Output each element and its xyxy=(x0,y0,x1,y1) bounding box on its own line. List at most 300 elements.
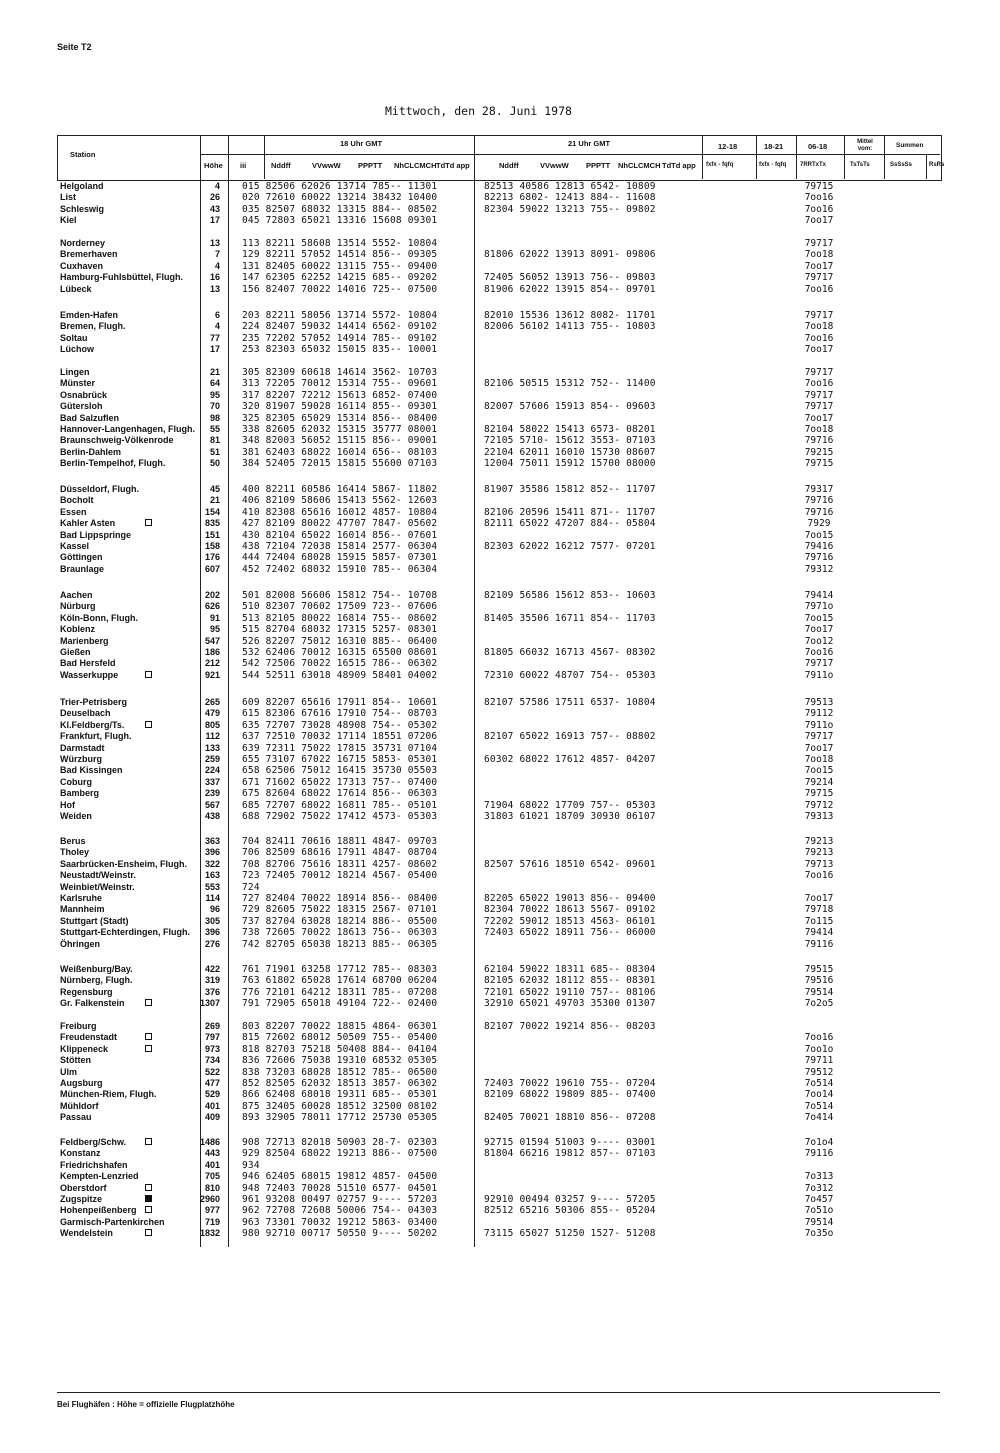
obs-18-utc: 961 93208 00497 02757 9---- 57203 xyxy=(242,1194,438,1205)
mean-value: 79716 xyxy=(804,552,834,564)
station-height: 133 xyxy=(204,742,220,753)
station-height: 522 xyxy=(204,1066,220,1077)
station-height: 95 xyxy=(209,389,220,400)
station-height: 396 xyxy=(204,847,220,858)
mean-value: 7911o xyxy=(804,669,834,681)
header-summen-sub: SsSsSs xyxy=(890,162,913,168)
station-row xyxy=(0,613,1000,624)
station-row xyxy=(0,390,1000,401)
mean-value: 79213 xyxy=(804,836,834,847)
station-name: Nürnberg, Flugh. xyxy=(60,975,133,986)
obs-21-utc: 22104 62011 16010 15730 08607 xyxy=(484,446,656,458)
station-name: Coburg xyxy=(60,776,92,787)
mean-value: 7oo17 xyxy=(804,624,834,636)
obs-21-utc: 73115 65027 51250 1527- 51208 xyxy=(484,1228,656,1240)
station-name: Weinbiet/Weinstr. xyxy=(60,881,135,892)
obs-18-utc: 338 82605 62032 15315 35777 08001 xyxy=(242,424,438,435)
station-height: 322 xyxy=(204,858,220,869)
station-row xyxy=(0,261,1000,272)
station-name: Würzburg xyxy=(60,754,102,764)
station-height: 114 xyxy=(205,893,220,903)
station-height: 705 xyxy=(204,1171,220,1182)
obs-18-utc: 532 62406 70012 16315 65500 08601 xyxy=(242,647,438,658)
station-name: Freudenstadt xyxy=(60,1032,118,1043)
open-square-icon xyxy=(145,671,152,678)
mean-value: 7oo18 xyxy=(804,321,834,333)
open-square-icon xyxy=(145,999,152,1006)
obs-18-utc: 875 32405 60028 18512 32500 08102 xyxy=(242,1100,438,1112)
obs-21-utc: 81405 35506 16711 854-- 11703 xyxy=(484,612,656,624)
station-height: 13 xyxy=(209,238,220,248)
station-row xyxy=(0,204,1000,215)
station-height: 977 xyxy=(204,1205,220,1216)
station-name: List xyxy=(60,192,77,203)
station-height: 477 xyxy=(204,1078,220,1088)
mean-value: 7oo16 xyxy=(804,332,834,344)
station-name: Helgoland xyxy=(60,181,104,191)
station-row xyxy=(0,1148,1000,1159)
station-name: Weißenburg/Bay. xyxy=(60,964,133,974)
obs-18-utc: 020 72610 60022 13214 38432 10400 xyxy=(242,192,438,204)
station-height: 363 xyxy=(204,836,220,846)
obs-18-utc: 658 62506 75012 16415 35730 05503 xyxy=(242,765,438,777)
obs-18-utc: 763 61802 65028 17614 68700 06204 xyxy=(242,975,438,987)
station-height: 26 xyxy=(209,192,220,203)
obs-18-utc: 637 72510 70032 17114 18551 07206 xyxy=(242,731,438,743)
header-21-group: 21 Uhr GMT xyxy=(568,139,611,148)
station-height: 921 xyxy=(204,669,220,680)
station-row xyxy=(0,658,1000,669)
station-height: 186 xyxy=(204,647,220,657)
station-name: Tholey xyxy=(60,847,90,858)
obs-18-utc: 348 82003 56052 15115 856-- 09001 xyxy=(242,435,438,447)
station-height: 337 xyxy=(204,776,220,787)
station-height: 376 xyxy=(204,986,220,997)
mean-value: 79213 xyxy=(804,847,834,859)
obs-18-utc: 438 72104 72038 15814 2577- 06304 xyxy=(242,541,438,552)
station-row xyxy=(0,378,1000,389)
station-height: 239 xyxy=(204,788,220,799)
station-row xyxy=(0,731,1000,742)
obs-18-utc: 410 82308 65616 16012 4857- 10804 xyxy=(242,506,438,518)
obs-21-utc: 82304 70022 18613 5567- 09102 xyxy=(484,904,656,916)
station-row xyxy=(0,882,1000,893)
obs-18-utc: 815 72602 68012 50509 755-- 05400 xyxy=(242,1032,438,1044)
station-name: Göttingen xyxy=(60,552,103,563)
obs-21-utc: 81804 66216 19812 857-- 07103 xyxy=(484,1148,656,1160)
station-row xyxy=(0,1137,1000,1148)
station-row xyxy=(0,344,1000,355)
station-height: 529 xyxy=(204,1089,220,1100)
obs-18-utc: 131 82405 60022 13115 755-- 09400 xyxy=(242,260,438,272)
mean-value: 79717 xyxy=(804,272,834,284)
obs-18-utc: 963 73301 70032 19212 5863- 03400 xyxy=(242,1216,438,1228)
station-name: Bamberg xyxy=(60,788,100,799)
obs-18-utc: 708 82706 75616 18311 4257- 08602 xyxy=(242,858,438,870)
mean-value: 7oo16 xyxy=(804,1032,834,1044)
mean-value: 79715 xyxy=(804,788,834,800)
station-height: 276 xyxy=(204,938,220,949)
header-range: 06-18 xyxy=(808,142,828,151)
station-name: Schleswig xyxy=(60,203,105,214)
obs-18-utc: 147 62305 62252 14215 685-- 09202 xyxy=(242,272,438,284)
obs-21-utc: 82303 62022 16212 7577- 07201 xyxy=(484,541,656,552)
obs-21-utc: 82512 65216 50306 855-- 05204 xyxy=(484,1205,656,1217)
obs-21-utc: 82213 6802- 12413 884-- 11608 xyxy=(484,192,656,204)
mean-value: 7o312 xyxy=(804,1182,834,1194)
station-row xyxy=(0,811,1000,822)
station-name: Passau xyxy=(60,1112,92,1123)
station-row xyxy=(0,310,1000,321)
station-row xyxy=(0,916,1000,927)
obs-18-utc: 723 72405 70012 18214 4567- 05400 xyxy=(242,870,438,882)
station-name: Weiden xyxy=(60,811,92,821)
station-name: Berlin-Tempelhof, Flugh. xyxy=(60,458,166,469)
station-row xyxy=(0,447,1000,458)
station-row xyxy=(0,624,1000,635)
obs-18-utc: 526 82207 75012 16310 885-- 06400 xyxy=(242,635,438,647)
mean-value: 7o115 xyxy=(804,915,834,927)
header-18-group: 18 Uhr GMT xyxy=(340,139,383,148)
mean-value: 79317 xyxy=(804,484,834,495)
mean-value: 79214 xyxy=(804,776,834,788)
obs-18-utc: 639 72311 75022 17815 35731 07104 xyxy=(242,742,438,754)
station-name: Mannheim xyxy=(60,904,105,915)
station-name: Oberstdorf xyxy=(60,1182,107,1193)
page-label: Seite T2 xyxy=(57,42,92,52)
station-height: 835 xyxy=(204,518,220,529)
obs-18-utc: 320 81907 59028 16114 855-- 09301 xyxy=(242,401,438,413)
header-18-col: TdTd app xyxy=(436,161,470,170)
open-square-icon xyxy=(145,721,152,728)
station-name: Berlin-Dahlem xyxy=(60,446,122,457)
station-height: 719 xyxy=(204,1216,220,1227)
station-row xyxy=(0,1171,1000,1182)
mean-value: 7o51o xyxy=(804,1205,834,1217)
obs-21-utc: 12004 75011 15912 15700 08000 xyxy=(484,458,656,470)
station-row xyxy=(0,435,1000,446)
obs-21-utc: 72202 59012 18513 4563- 06101 xyxy=(484,915,656,927)
station-name: Wasserkuppe xyxy=(60,669,119,680)
obs-21-utc: 82105 62032 18112 855-- 08301 xyxy=(484,975,656,987)
obs-18-utc: 305 82309 60618 14614 3562- 10703 xyxy=(242,367,438,378)
header-range: 18-21 xyxy=(764,142,784,151)
mean-value: 79116 xyxy=(804,1148,834,1160)
obs-21-utc: 72310 60022 48707 754-- 05303 xyxy=(484,669,656,681)
obs-18-utc: 015 82506 62026 13714 785-- 11301 xyxy=(242,181,438,192)
obs-18-utc: 836 72606 75038 19310 68532 05305 xyxy=(242,1055,438,1067)
obs-18-utc: 224 82407 59032 14414 6562- 09102 xyxy=(242,321,438,333)
station-row xyxy=(0,847,1000,858)
station-height: 443 xyxy=(204,1148,220,1159)
open-square-icon xyxy=(145,1045,152,1052)
mean-value: 79715 xyxy=(804,458,834,470)
obs-21-utc: 82205 65022 19013 856-- 09400 xyxy=(484,893,656,904)
mean-value: 79513 xyxy=(804,697,834,708)
station-name: Stötten xyxy=(60,1055,91,1066)
station-row xyxy=(0,413,1000,424)
station-name: Bad Salzuflen xyxy=(60,412,120,423)
obs-18-utc: 729 82605 75022 18315 2567- 07101 xyxy=(242,904,438,916)
obs-21-utc: 82107 70022 19214 856-- 08203 xyxy=(484,1021,656,1032)
station-row xyxy=(0,1067,1000,1078)
station-height: 734 xyxy=(204,1055,220,1066)
station-height: 81 xyxy=(209,435,220,446)
station-row xyxy=(0,564,1000,575)
station-row xyxy=(0,321,1000,332)
obs-18-utc: 203 82211 58056 13714 5572- 10804 xyxy=(242,310,438,321)
station-height: 479 xyxy=(204,708,220,719)
mean-value: 7oo16 xyxy=(804,192,834,204)
station-name: Saarbrücken-Ensheim, Flugh. xyxy=(60,858,188,869)
obs-18-utc: 675 82604 68022 17614 856-- 06303 xyxy=(242,788,438,800)
obs-21-utc: 82106 50515 15312 752-- 11400 xyxy=(484,378,656,390)
obs-18-utc: 035 82507 68032 13315 884-- 08502 xyxy=(242,203,438,215)
obs-18-utc: 866 62408 68018 19311 685-- 05301 xyxy=(242,1089,438,1101)
station-name: Kassel xyxy=(60,541,90,551)
obs-21-utc: 82111 65022 47207 884-- 05804 xyxy=(484,518,656,530)
station-height: 154 xyxy=(204,506,220,517)
mean-value: 7oo17 xyxy=(804,412,834,424)
obs-18-utc: 776 72101 64212 18311 785-- 07208 xyxy=(242,986,438,998)
footnote: Bei Flughäfen : Höhe = offizielle Flugplatzhöhe xyxy=(57,1400,235,1409)
obs-18-utc: 510 82307 70602 17509 723-- 07606 xyxy=(242,601,438,613)
station-height: 224 xyxy=(204,765,220,776)
open-square-icon xyxy=(145,1033,152,1040)
station-name: Bremen, Flugh. xyxy=(60,321,126,332)
station-row xyxy=(0,1183,1000,1194)
station-name: Ulm xyxy=(60,1066,78,1077)
station-height: 265 xyxy=(204,697,220,707)
station-height: 259 xyxy=(204,754,220,764)
mean-value: 79712 xyxy=(804,799,834,811)
obs-18-utc: 313 72205 70012 15314 755-- 09601 xyxy=(242,378,438,390)
obs-18-utc: 803 82207 70022 18815 4864- 06301 xyxy=(242,1021,438,1032)
station-name: Zugspitze xyxy=(60,1194,102,1204)
station-row xyxy=(0,1032,1000,1043)
station-row xyxy=(0,367,1000,378)
obs-18-utc: 129 82211 57052 14514 856-- 09305 xyxy=(242,249,438,261)
mean-value: 7911o xyxy=(804,719,834,731)
obs-18-utc: 381 62403 68022 16014 656-- 08103 xyxy=(242,446,438,458)
station-name: Münster xyxy=(60,378,96,389)
mean-value: 79313 xyxy=(804,811,834,822)
mean-value: 79514 xyxy=(804,1216,834,1228)
obs-18-utc: 317 82207 72212 15613 6852- 07400 xyxy=(242,389,438,401)
station-row xyxy=(0,870,1000,881)
obs-18-utc: 908 72713 82018 50903 28-7- 02303 xyxy=(242,1137,438,1148)
open-square-icon xyxy=(145,519,152,526)
station-height: 95 xyxy=(209,624,220,635)
mean-value: 7oo15 xyxy=(804,612,834,624)
station-row xyxy=(0,458,1000,469)
station-name: Freiburg xyxy=(60,1021,97,1031)
obs-18-utc: 727 82404 70022 18914 856-- 08400 xyxy=(242,893,438,904)
page-date: Mittwoch, den 28. Juni 1978 xyxy=(385,104,572,118)
obs-18-utc: 791 72905 65018 49104 722-- 02400 xyxy=(242,998,438,1010)
mean-value: 79716 xyxy=(804,506,834,518)
header-summen: Summen xyxy=(896,142,924,149)
mean-value: 79718 xyxy=(804,904,834,916)
obs-21-utc: 82107 57586 17511 6537- 10804 xyxy=(484,697,656,708)
station-row xyxy=(0,518,1000,529)
mean-value: 7oo17 xyxy=(804,742,834,754)
station-name: Hamburg-Fuhlsbüttel, Flugh. xyxy=(60,272,183,283)
mean-value: 7o1o4 xyxy=(804,1137,834,1148)
station-height: 202 xyxy=(204,590,220,600)
mean-value: 79717 xyxy=(804,238,834,249)
obs-18-utc: 742 82705 65038 18213 885-- 06305 xyxy=(242,938,438,950)
mean-value: 7929 xyxy=(807,518,831,530)
station-row xyxy=(0,284,1000,295)
mean-value: 79716 xyxy=(804,435,834,447)
station-row xyxy=(0,904,1000,915)
station-name: Bremerhaven xyxy=(60,249,118,260)
obs-18-utc: 838 73203 68028 18512 785-- 06500 xyxy=(242,1066,438,1078)
obs-18-utc: 724 xyxy=(242,881,260,893)
station-height: 810 xyxy=(204,1182,220,1193)
station-row xyxy=(0,1205,1000,1216)
station-height: 163 xyxy=(204,870,220,881)
obs-21-utc: 82006 56102 14113 755-- 10803 xyxy=(484,321,656,333)
station-name: Lüchow xyxy=(60,344,94,355)
station-name: Bad Kissingen xyxy=(60,765,123,776)
station-name: Emden-Hafen xyxy=(60,310,119,320)
station-name: Augsburg xyxy=(60,1078,103,1088)
station-row xyxy=(0,1217,1000,1228)
mean-value: 7oo17 xyxy=(804,260,834,272)
station-height: 4 xyxy=(214,260,220,271)
station-row xyxy=(0,788,1000,799)
station-height: 77 xyxy=(209,332,220,343)
station-row xyxy=(0,484,1000,495)
mean-value: 7971o xyxy=(804,601,834,613)
obs-21-utc: 81806 62022 13913 8091- 09806 xyxy=(484,249,656,261)
station-row xyxy=(0,964,1000,975)
obs-18-utc: 685 72707 68022 16811 785-- 05101 xyxy=(242,799,438,811)
station-row xyxy=(0,1078,1000,1089)
station-name: Lingen xyxy=(60,367,90,377)
mean-value: 79514 xyxy=(804,986,834,998)
station-height: 70 xyxy=(209,401,220,412)
station-name: Gießen xyxy=(60,647,91,657)
obs-21-utc: 71904 68022 17709 757-- 05303 xyxy=(484,799,656,811)
station-height: 21 xyxy=(209,495,220,506)
obs-18-utc: 962 72708 72608 50006 754-- 04303 xyxy=(242,1205,438,1217)
station-name: Cuxhaven xyxy=(60,260,104,271)
station-row xyxy=(0,893,1000,904)
obs-18-utc: 671 71602 65022 17313 757-- 07400 xyxy=(242,776,438,788)
station-height: 401 xyxy=(204,1159,220,1170)
station-row xyxy=(0,1055,1000,1066)
station-name: Kahler Asten xyxy=(60,518,116,529)
open-square-icon xyxy=(145,1138,152,1145)
station-name: Wendelstein xyxy=(60,1228,113,1239)
station-row xyxy=(0,181,1000,192)
obs-18-utc: 946 62405 68015 19812 4857- 04500 xyxy=(242,1171,438,1183)
obs-18-utc: 852 82505 62032 18513 3857- 06302 xyxy=(242,1078,438,1089)
station-row xyxy=(0,1101,1000,1112)
station-row xyxy=(0,1160,1000,1171)
mean-value: 79414 xyxy=(804,590,834,601)
station-row xyxy=(0,601,1000,612)
obs-21-utc: 31803 61021 18709 30930 06107 xyxy=(484,811,656,822)
station-name: Hannover-Langenhagen, Flugh. xyxy=(60,424,196,434)
station-height: 626 xyxy=(204,601,220,612)
station-height: 55 xyxy=(209,424,220,434)
mean-value: 79516 xyxy=(804,975,834,987)
open-square-icon xyxy=(145,1206,152,1213)
station-name: Berus xyxy=(60,836,86,846)
station-height: 1832 xyxy=(199,1228,220,1239)
station-row xyxy=(0,720,1000,731)
station-height: 21 xyxy=(209,367,220,377)
header-iii: iii xyxy=(240,161,247,170)
obs-18-utc: 688 72902 75022 17412 4573- 05303 xyxy=(242,811,438,822)
mean-value: 79717 xyxy=(804,310,834,321)
header-21-col: NhCLCMCH xyxy=(618,161,661,170)
obs-18-utc: 452 72402 68032 15910 785-- 06304 xyxy=(242,563,438,575)
station-row xyxy=(0,670,1000,681)
mean-value: 79116 xyxy=(804,938,834,950)
header-summen-sub: RsRs xyxy=(929,162,945,168)
station-height: 7 xyxy=(214,249,220,260)
station-row xyxy=(0,697,1000,708)
station-row xyxy=(0,636,1000,647)
mean-value: 79112 xyxy=(804,708,834,720)
obs-21-utc: 92910 00494 03257 9---- 57205 xyxy=(484,1194,656,1205)
station-height: 17 xyxy=(209,344,220,355)
station-height: 91 xyxy=(209,612,220,623)
station-height: 2960 xyxy=(199,1194,220,1204)
mean-value: 7o313 xyxy=(804,1171,834,1183)
obs-18-utc: 430 82104 65022 16014 856-- 07601 xyxy=(242,529,438,541)
header-range-sub: 7RRTxTx xyxy=(800,162,827,168)
station-name: Norderney xyxy=(60,238,106,248)
station-row xyxy=(0,836,1000,847)
obs-18-utc: 406 82109 58606 15413 5562- 12603 xyxy=(242,495,438,507)
header-18-col: VVwwW xyxy=(312,161,341,170)
obs-18-utc: 515 82704 68032 17315 5257- 08301 xyxy=(242,624,438,636)
station-height: 401 xyxy=(204,1100,220,1111)
station-row xyxy=(0,272,1000,283)
obs-21-utc: 82304 59022 13213 755-- 09802 xyxy=(484,203,656,215)
obs-21-utc: 72403 70022 19610 755-- 07204 xyxy=(484,1078,656,1089)
station-height: 50 xyxy=(209,458,220,469)
obs-21-utc: 82507 57616 18510 6542- 09601 xyxy=(484,858,656,870)
obs-18-utc: 384 52405 72015 15815 55600 07103 xyxy=(242,458,438,470)
obs-18-utc: 948 72403 70028 51510 6577- 04501 xyxy=(242,1182,438,1194)
mean-value: 7oo16 xyxy=(804,283,834,295)
header-mittel: Mittel vom: xyxy=(857,139,873,152)
obs-21-utc: 72101 65022 19110 757-- 08106 xyxy=(484,986,656,998)
obs-18-utc: 513 82105 80022 16814 755-- 08602 xyxy=(242,612,438,624)
station-height: 1307 xyxy=(199,998,220,1009)
header-range-sub: fxfx - fqfq xyxy=(759,162,787,168)
obs-21-utc: 82109 68022 19809 885-- 07400 xyxy=(484,1089,656,1101)
obs-18-utc: 893 32905 78011 17712 25730 05305 xyxy=(242,1112,438,1124)
station-name: Stuttgart-Echterdingen, Flugh. xyxy=(60,927,190,938)
obs-18-utc: 704 82411 70616 18811 4847- 09703 xyxy=(242,836,438,847)
station-name: Gütersloh xyxy=(60,401,103,412)
obs-21-utc: 32910 65021 49703 35300 01307 xyxy=(484,998,656,1010)
station-height: 51 xyxy=(209,446,220,457)
obs-18-utc: 544 52511 63018 48909 58401 04002 xyxy=(242,669,438,681)
mean-value: 79717 xyxy=(804,658,834,670)
station-height: 438 xyxy=(204,811,220,821)
station-height: 422 xyxy=(204,964,220,974)
mean-value: 7oo15 xyxy=(804,529,834,541)
